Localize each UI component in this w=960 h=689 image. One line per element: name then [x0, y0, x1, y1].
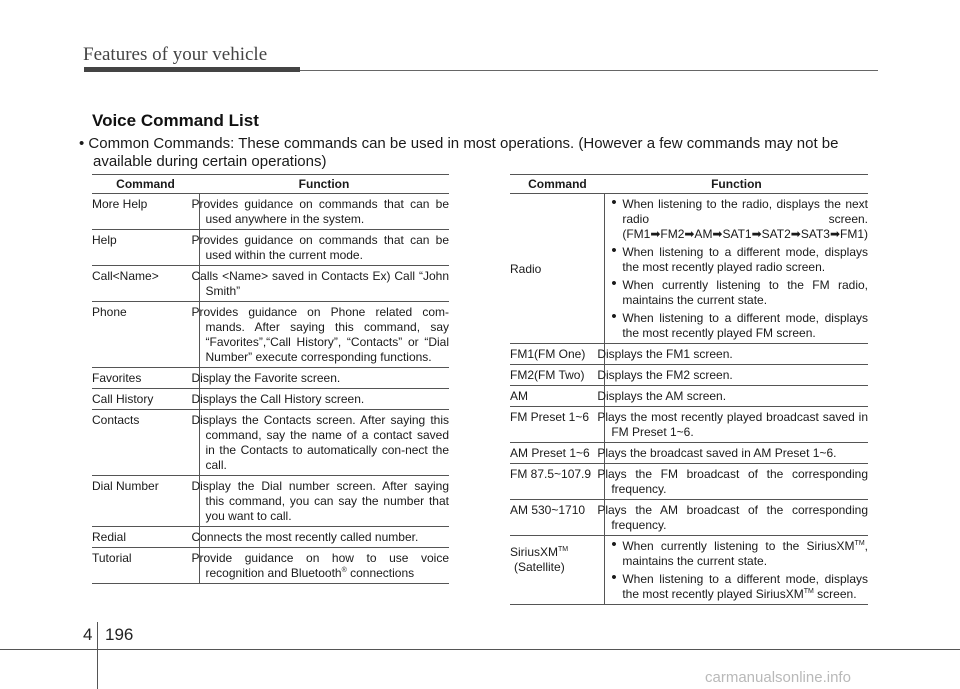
table-row-sirius [510, 536, 868, 605]
function-cell: Provides guidance on Phone related com-mands. After saying this command, say “Favorites”,“Call History”, “Contacts” or “Dial Number” execute corresponding functions. [199, 302, 449, 368]
bullet-text: When currently listening to the FM radio, maintains the current state. [622, 278, 868, 307]
command-cell: FM Preset 1~6 [510, 407, 605, 443]
table-row [92, 266, 449, 302]
table-row [92, 302, 449, 368]
table-row [92, 230, 449, 266]
table-row [510, 500, 868, 536]
function-text-tail: connections [346, 566, 415, 580]
bullet-icon: • [611, 275, 617, 292]
function-cell: Provides guidance on commands that can be used anywhere in the system. [199, 194, 449, 230]
table-row [510, 407, 868, 443]
table-row [92, 368, 449, 389]
header-title: Features of your vehicle [83, 44, 268, 65]
bullet-text: When listening to a different mode, displays the most recently played FM screen. [622, 311, 868, 340]
table-row [92, 527, 449, 548]
bullet-item [611, 275, 868, 308]
bullet-icon: • [611, 569, 617, 586]
bullet-icon: • [611, 536, 617, 553]
function-cell: Displays the Call History screen. [199, 389, 449, 410]
column-header-function: Function [199, 175, 449, 194]
function-cell: Calls <Name> saved in Contacts Ex) Call “John Smith” [199, 266, 449, 302]
command-cell: Call<Name> [92, 266, 199, 302]
page-number: 196 [105, 625, 134, 644]
footer-rule [0, 649, 960, 650]
command-cell: Phone [92, 302, 199, 368]
command-table-right [510, 174, 868, 605]
function-cell: Displays the FM2 screen. [605, 365, 868, 386]
column-header-command: Command [92, 175, 199, 194]
header-rule-thick [84, 67, 300, 72]
command-cell: FM 87.5~107.9 [510, 464, 605, 500]
bullet-item [611, 242, 868, 275]
bullet-text: When currently listening to the SiriusXM [622, 539, 855, 553]
chapter-number: 4 [83, 625, 93, 644]
column-header-command: Command [510, 175, 605, 194]
command-cell: FM1(FM One) [510, 344, 605, 365]
function-cell: Displays the FM1 screen. [605, 344, 868, 365]
bullet-text: When listening to a different mode, displays the most recently played SiriusXM [622, 572, 868, 601]
footer-vertical-rule [97, 622, 98, 689]
command-cell: Dial Number [92, 476, 199, 527]
function-cell: Plays the AM broadcast of the corresponding frequency. [605, 500, 868, 536]
command-subtext: (Satellite) [514, 560, 565, 574]
intro-text [79, 135, 879, 171]
trademark-mark: TM [854, 540, 865, 547]
bullet-item [611, 194, 869, 242]
column-header-function: Function [605, 175, 868, 194]
function-cell: Displays the AM screen. [605, 386, 868, 407]
bullet-text: When listening to a different mode, displays the most recently played radio screen. [622, 245, 868, 274]
table-row-radio [510, 194, 868, 344]
command-cell: Redial [92, 527, 199, 548]
function-cell [191, 548, 449, 584]
command-cell: AM [510, 386, 605, 407]
section-heading: Voice Command List [92, 111, 259, 130]
table-row [92, 410, 449, 476]
command-cell: FM2(FM Two) [510, 365, 605, 386]
table-row [510, 365, 868, 386]
table-row [92, 389, 449, 410]
function-cell: Display the Dial number screen. After saying this command, you can say the number that you want to call. [199, 476, 449, 527]
function-cell: Displays the Contacts screen. After saying this command, say the name of a contact saved in the Contacts to automatically con-nect the call. [199, 410, 449, 476]
table-row [510, 464, 868, 500]
table-row [92, 548, 449, 584]
bullet-item [611, 536, 868, 569]
intro-line-1: • Common Commands: These commands can be used in most operations. (However a few commands may not be [79, 135, 839, 152]
function-cell [605, 536, 868, 605]
command-cell: AM Preset 1~6 [510, 443, 605, 464]
bullet-text: When listening to the radio, displays the next radio screen. (FM1➡FM2➡AM➡SAT1➡SAT2➡SAT3➡FM1) [622, 197, 869, 241]
command-cell: Tutorial [92, 548, 199, 584]
function-cell: Connects the most recently called number. [199, 527, 449, 548]
command-text: SiriusXM [510, 545, 559, 559]
bullet-item [611, 569, 868, 602]
table-row [510, 443, 868, 464]
bullet-icon: • [611, 194, 617, 211]
table-row [510, 344, 868, 365]
trademark-mark: TM [558, 546, 569, 553]
watermark: carmanualsonline.info [705, 669, 851, 686]
command-cell: AM 530~1710 [510, 500, 605, 536]
command-table-left [92, 174, 449, 584]
bullet-text-tail: screen. [813, 587, 857, 601]
header-rule-thin [300, 70, 878, 71]
command-cell: Radio [510, 194, 605, 344]
function-cell: Plays the broadcast saved in AM Preset 1~6. [605, 443, 868, 464]
bullet-icon: • [611, 242, 617, 259]
function-cell [605, 194, 868, 344]
table-header-row [92, 175, 449, 194]
function-cell: Plays the most recently played broadcast saved in FM Preset 1~6. [605, 407, 868, 443]
bullet-icon: • [611, 308, 617, 325]
bullet-item [611, 308, 868, 341]
registered-mark: ® [341, 567, 347, 574]
command-cell: More Help [92, 194, 199, 230]
intro-line-2: available during certain operations) [93, 153, 327, 170]
table-row [92, 194, 449, 230]
function-text: Provide guidance on how to use voice recognition and Bluetooth [191, 551, 449, 580]
table-row [510, 386, 868, 407]
command-cell [510, 536, 605, 605]
command-cell: Favorites [92, 368, 199, 389]
bullet-text-tail: , maintains the current state. [622, 539, 868, 568]
function-cell: Display the Favorite screen. [199, 368, 449, 389]
table-header-row [510, 175, 868, 194]
command-cell: Help [92, 230, 199, 266]
table-row [92, 476, 449, 527]
command-cell: Contacts [92, 410, 199, 476]
command-cell: Call History [92, 389, 199, 410]
function-cell: Plays the FM broadcast of the corresponding frequency. [605, 464, 868, 500]
function-cell: Provides guidance on commands that can be used within the current mode. [199, 230, 449, 266]
trademark-mark: TM [803, 588, 814, 595]
